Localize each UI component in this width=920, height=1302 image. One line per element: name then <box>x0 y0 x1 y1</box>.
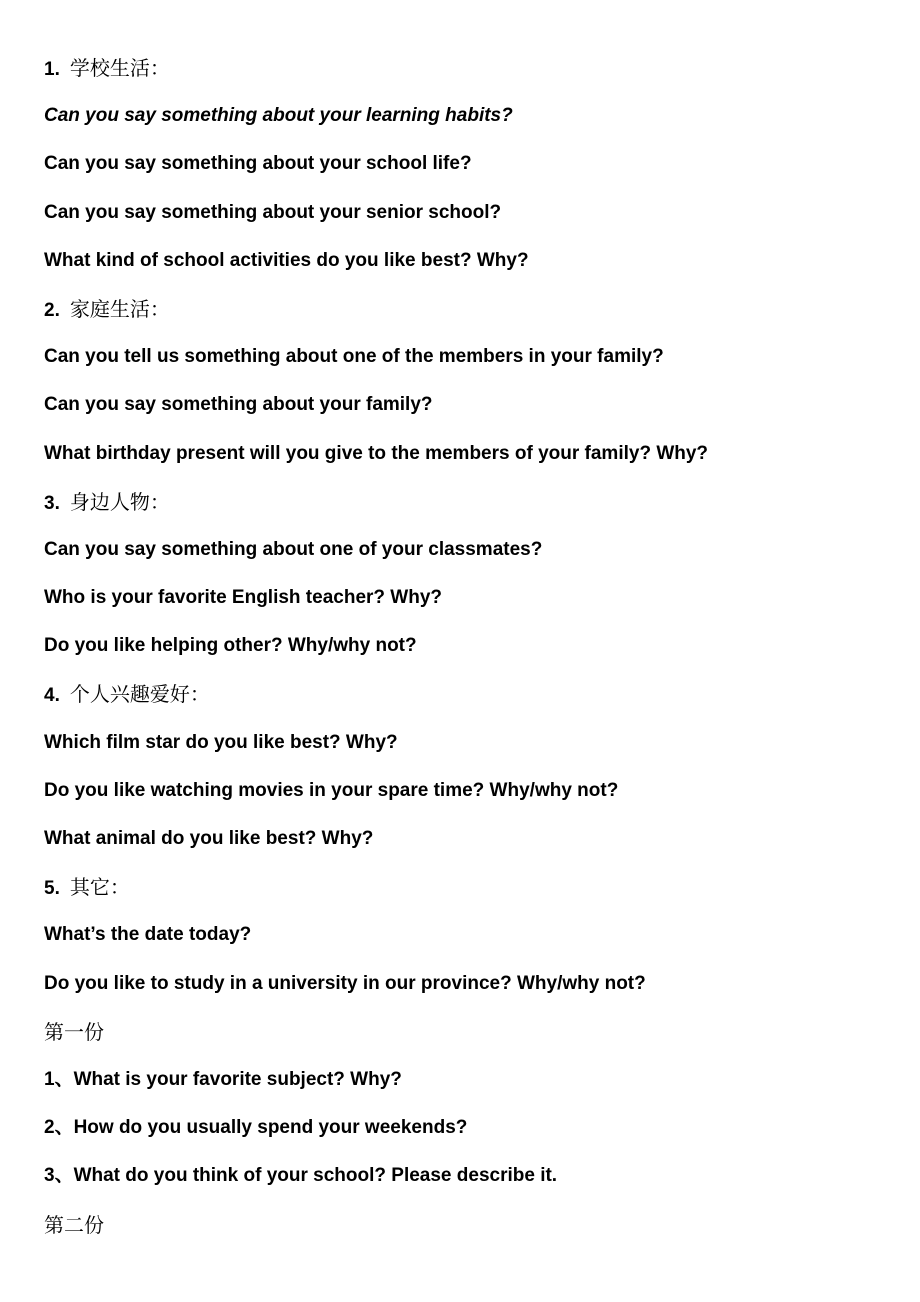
question-1-2: Can you say something about your school life? <box>44 153 472 175</box>
question-4-1: Which film star do you like best? Why? <box>44 731 398 753</box>
question-1-3: Can you say something about your senior school? <box>44 201 502 223</box>
question-4-3: What animal do you like best? Why? <box>44 828 374 849</box>
question-2-3: What birthday present will you give to the members of your family? Why? <box>44 442 709 464</box>
question-5-1: What’s the date today? <box>44 924 252 946</box>
question-2-2: Can you say something about your family? <box>44 394 433 416</box>
question-5-2: Do you like to study in a university in our province? Why/why not? <box>44 972 646 994</box>
paper-title: 第一份 <box>44 1019 104 1044</box>
paper-1-title <box>44 1016 904 1064</box>
question-1-1: Can you say something about your learning habits? <box>44 105 513 127</box>
paper-title: 第二份 <box>44 1212 104 1237</box>
section-4-heading <box>44 678 904 726</box>
section-number: 4. <box>44 685 60 707</box>
paper-1-item-3: 3、What do you think of your school? Please describe it. <box>44 1165 558 1187</box>
section-number: 5. <box>44 878 60 900</box>
paper-2-title <box>44 1209 904 1257</box>
paper-1-item-2: 2、How do you usually spend your weekends? <box>44 1117 468 1139</box>
document-page <box>44 52 904 1257</box>
question-2-1: Can you tell us something about one of the members in your family? <box>44 346 664 368</box>
question-3-2: Who is your favorite English teacher? Why? <box>44 587 442 609</box>
paper-1-item-1: 1、What is your favorite subject? Why? <box>44 1068 402 1090</box>
question-1-4: What kind of school activities do you like best? Why? <box>44 249 529 271</box>
section-title: 家庭生活： <box>69 296 170 321</box>
section-title: 学校生活： <box>69 56 170 80</box>
question-4-2: Do you like watching movies in your spare time? Why/why not? <box>44 779 619 801</box>
section-number: 2. <box>44 299 60 321</box>
section-title: 其它： <box>69 875 130 900</box>
section-number: 3. <box>44 492 60 514</box>
section-1-heading <box>44 52 904 100</box>
section-5-heading <box>44 871 904 919</box>
section-title: 身边人物： <box>69 489 170 514</box>
section-title: 个人兴趣爱好： <box>69 682 210 707</box>
section-3-heading <box>44 486 904 534</box>
section-number: 1. <box>44 59 60 80</box>
section-2-heading <box>44 293 904 341</box>
question-3-1: Can you say something about one of your classmates? <box>44 538 543 560</box>
question-3-3: Do you like helping other? Why/why not? <box>44 635 417 657</box>
